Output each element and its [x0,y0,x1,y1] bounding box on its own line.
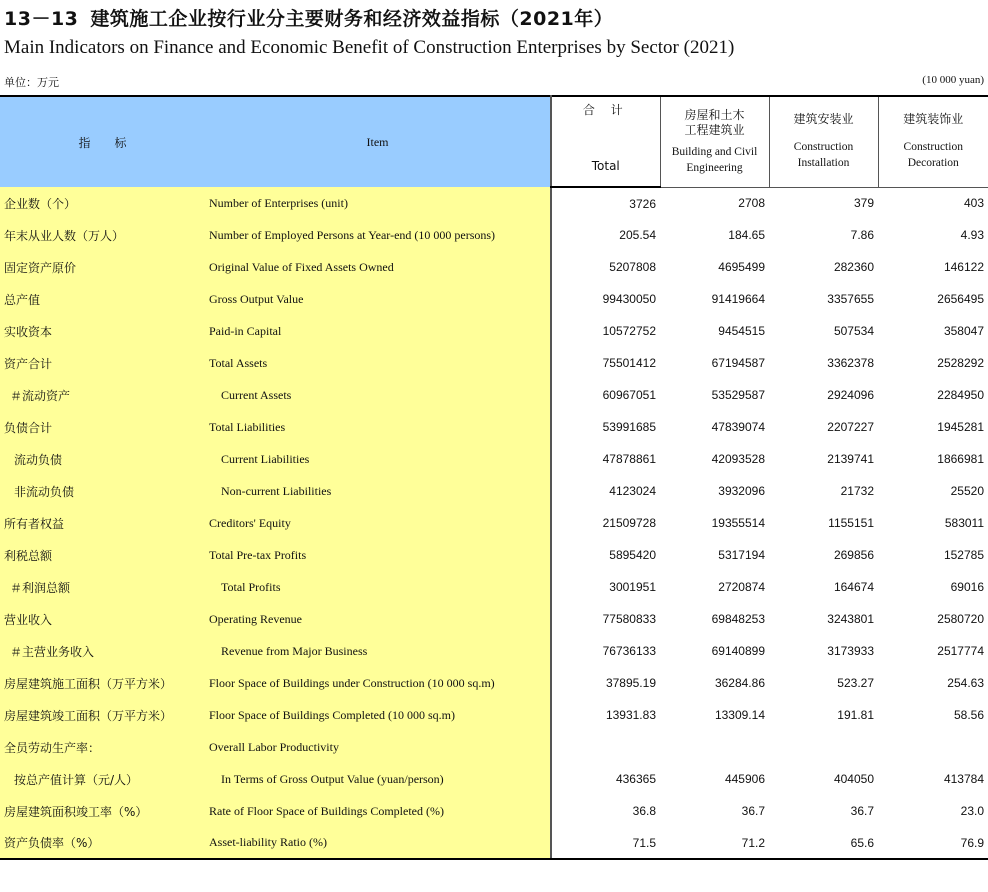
row-item-en: Gross Output Value [205,283,551,315]
title-cn-text: 建筑施工企业按行业分主要财务和经济效益指标（2021年） [90,8,614,30]
table-row [0,379,988,411]
cell-total: 76736133 [551,635,660,667]
cell-building: 69848253 [711,612,765,626]
row-item-en: In Terms of Gross Output Value (yuan/person) [205,763,551,795]
cell-decoration: 1866981 [937,452,984,466]
cell-installation: 379 [853,196,874,211]
header-item-en: Item [205,96,551,187]
cell-total: 5207808 [551,251,660,283]
cell-decoration: 25520 [950,484,984,498]
cell-total: 47878861 [551,443,660,475]
cell-building: 445906 [724,772,765,786]
row-item-en: Current Liabilities [205,443,551,475]
cell-decoration: 2517774 [937,644,984,658]
cell-installation: 164674 [833,580,874,594]
cell-building: 53529587 [711,388,765,402]
cell-total: 13931.83 [551,699,660,731]
page-title-en: Main Indicators on Finance and Economic Benefit of Construction Enterprises by Sector (2021) [4,37,735,58]
row-item-en: Non-current Liabilities [205,475,551,507]
header-col-installation [769,96,878,187]
row-indicator-cn: 营业收入 [0,603,205,635]
row-indicator-cn: 资产负债率（%） [0,827,205,859]
row-indicator-cn: ＃流动资产 [0,379,205,411]
row-item-en: Number of Enterprises (unit) [205,187,551,219]
table-row [0,219,988,251]
cell-decoration: 76.9 [878,827,988,859]
cell-decoration: 4.93 [960,228,984,242]
cell-installation: 3173933 [827,644,874,658]
cell-installation: 404050 [833,772,874,786]
cell-total: 205.54 [551,219,660,251]
cell-decoration: 146122 [943,260,984,274]
row-indicator-cn: 总产值 [0,283,205,315]
cell-building: 36284.86 [714,676,765,690]
table-number: 13－13 [4,8,79,30]
row-indicator-cn: 负债合计 [0,411,205,443]
cell-building: 4695499 [718,260,765,274]
header-total-cn: 合 计 [551,96,660,151]
table-row [0,283,988,315]
row-indicator-cn: ＃利润总额 [0,571,205,603]
row-item-en: Total Assets [205,347,551,379]
cell-decoration: 254.63 [947,676,984,690]
cell-total: 36.8 [551,795,660,827]
cell-installation: 3243801 [827,612,874,626]
row-item-en: Asset-liability Ratio (%) [205,827,551,859]
cell-decoration: 413784 [943,772,984,786]
cell-installation: 3362378 [827,356,874,370]
row-indicator-cn: ＃主营业务收入 [0,635,205,667]
cell-installation: 523.27 [837,676,874,690]
row-item-en: Current Assets [205,379,551,411]
table-row [0,347,988,379]
cell-installation: 1155151 [828,516,874,530]
row-indicator-cn: 非流动负债 [0,475,205,507]
table-row [0,539,988,571]
row-indicator-cn: 按总产值计算（元/人） [0,763,205,795]
cell-total: 21509728 [551,507,660,539]
table-row [0,827,988,859]
header-total-en: Total [551,151,660,187]
cell-decoration: 1945281 [937,420,984,434]
cell-decoration: 2656495 [937,292,984,306]
row-item-en: Overall Labor Productivity [205,731,551,763]
table-row [0,667,988,699]
cell-total: 5895420 [551,539,660,571]
cell-building: 5317194 [718,548,765,562]
cell-building: 91419664 [711,292,765,306]
table-row [0,731,988,763]
row-indicator-cn: 年末从业人数（万人） [0,219,205,251]
cell-total: 3726 [551,187,660,219]
cell-decoration: 69016 [950,580,984,594]
table-row [0,763,988,795]
cell-total: 53991685 [551,411,660,443]
header-indicator-text: 指 标 [78,135,127,150]
table-row [0,187,988,219]
cell-total [551,731,660,763]
cell-installation: 21732 [840,484,874,498]
cell-installation [769,731,878,763]
cell-installation: 282360 [833,260,874,274]
cell-building: 69140899 [711,644,765,658]
cell-total: 37895.19 [551,667,660,699]
unit-label-en: (10 000 yuan) [922,74,984,86]
unit-label-cn: 单位：万元 [4,76,59,89]
header-col-building-en: Building and Civil Engineering [671,145,758,174]
row-item-en: Creditors' Equity [205,507,551,539]
header-col-building-cn: 房屋和土木 工程建筑业 [684,107,745,137]
row-item-en: Floor Space of Buildings under Construction (10 000 sq.m) [205,667,551,699]
cell-total: 60967051 [551,379,660,411]
table-row [0,603,988,635]
header-col-building [660,96,769,187]
table-row [0,411,988,443]
table-row [0,795,988,827]
cell-building: 13309.14 [714,708,765,722]
row-item-en: Number of Employed Persons at Year-end (10 000 persons) [205,219,551,251]
cell-building: 47839074 [711,420,765,434]
row-indicator-cn: 固定资产原价 [0,251,205,283]
row-indicator-cn: 利税总额 [0,539,205,571]
cell-installation: 3357655 [827,292,874,306]
row-indicator-cn: 所有者权益 [0,507,205,539]
cell-installation: 65.6 [769,827,878,859]
cell-building: 2708 [738,196,765,211]
cell-building: 36.7 [741,804,765,818]
cell-installation: 2207227 [827,420,874,434]
table-row [0,475,988,507]
cell-building: 184.65 [728,228,765,242]
table-row [0,251,988,283]
header-col-decoration-en: Construction Decoration [903,141,963,170]
cell-decoration: 2580720 [937,612,984,626]
cell-building: 3932096 [718,484,765,498]
table-row [0,507,988,539]
row-indicator-cn: 实收资本 [0,315,205,347]
cell-decoration: 358047 [943,324,984,338]
cell-installation: 2139741 [827,452,874,466]
cell-decoration: 2528292 [937,356,984,370]
cell-total: 4123024 [551,475,660,507]
table-body [0,187,988,859]
cell-building: 2720874 [718,580,765,594]
cell-total: 10572752 [551,315,660,347]
row-item-en: Total Profits [205,571,551,603]
row-indicator-cn: 流动负债 [0,443,205,475]
row-item-en: Operating Revenue [205,603,551,635]
table-row [0,699,988,731]
row-indicator-cn: 房屋建筑施工面积（万平方米） [0,667,205,699]
table-row [0,571,988,603]
cell-total: 436365 [551,763,660,795]
cell-decoration: 403 [963,196,984,211]
header-indicator-cn [0,96,205,187]
cell-decoration: 2284950 [937,388,984,402]
cell-installation: 2924096 [827,388,874,402]
page-title-cn [4,4,613,31]
row-item-en: Revenue from Major Business [205,635,551,667]
header-col-decoration-cn: 建筑装饰业 [903,112,964,127]
cell-total: 99430050 [551,283,660,315]
table-row [0,635,988,667]
cell-building: 71.2 [660,827,769,859]
cell-installation: 269856 [833,548,874,562]
cell-decoration: 58.56 [953,708,984,722]
header-col-decoration [878,96,988,187]
row-indicator-cn: 企业数（个） [0,187,205,219]
cell-installation: 191.81 [837,708,874,722]
header-col-installation-cn: 建筑安装业 [793,112,854,127]
cell-total: 3001951 [551,571,660,603]
cell-decoration: 583011 [944,516,984,530]
cell-decoration: 152785 [943,548,984,562]
cell-building: 67194587 [711,356,765,370]
row-indicator-cn: 房屋建筑面积竣工率（%） [0,795,205,827]
cell-total: 71.5 [551,827,660,859]
cell-installation: 36.7 [850,804,874,818]
table-row [0,443,988,475]
row-item-en: Floor Space of Buildings Completed (10 000 sq.m) [205,699,551,731]
row-item-en: Rate of Floor Space of Buildings Completed (%) [205,795,551,827]
row-indicator-cn: 房屋建筑竣工面积（万平方米） [0,699,205,731]
cell-decoration [878,731,988,763]
row-item-en: Total Liabilities [205,411,551,443]
row-indicator-cn: 资产合计 [0,347,205,379]
row-item-en: Paid-in Capital [205,315,551,347]
table-header [0,96,988,187]
indicator-table [0,95,988,860]
header-col-installation-en: Construction Installation [793,141,854,170]
row-indicator-cn: 全员劳动生产率： [0,731,205,763]
cell-installation: 7.86 [850,228,874,242]
cell-building: 42093528 [711,452,765,466]
cell-building: 9454515 [718,324,765,338]
row-item-en: Total Pre-tax Profits [205,539,551,571]
cell-decoration: 23.0 [960,804,984,818]
cell-building [660,731,769,763]
row-item-en: Original Value of Fixed Assets Owned [205,251,551,283]
cell-installation: 507534 [833,324,874,338]
cell-total: 77580833 [551,603,660,635]
table-row [0,315,988,347]
cell-total: 75501412 [551,347,660,379]
cell-building: 19355514 [711,516,765,530]
